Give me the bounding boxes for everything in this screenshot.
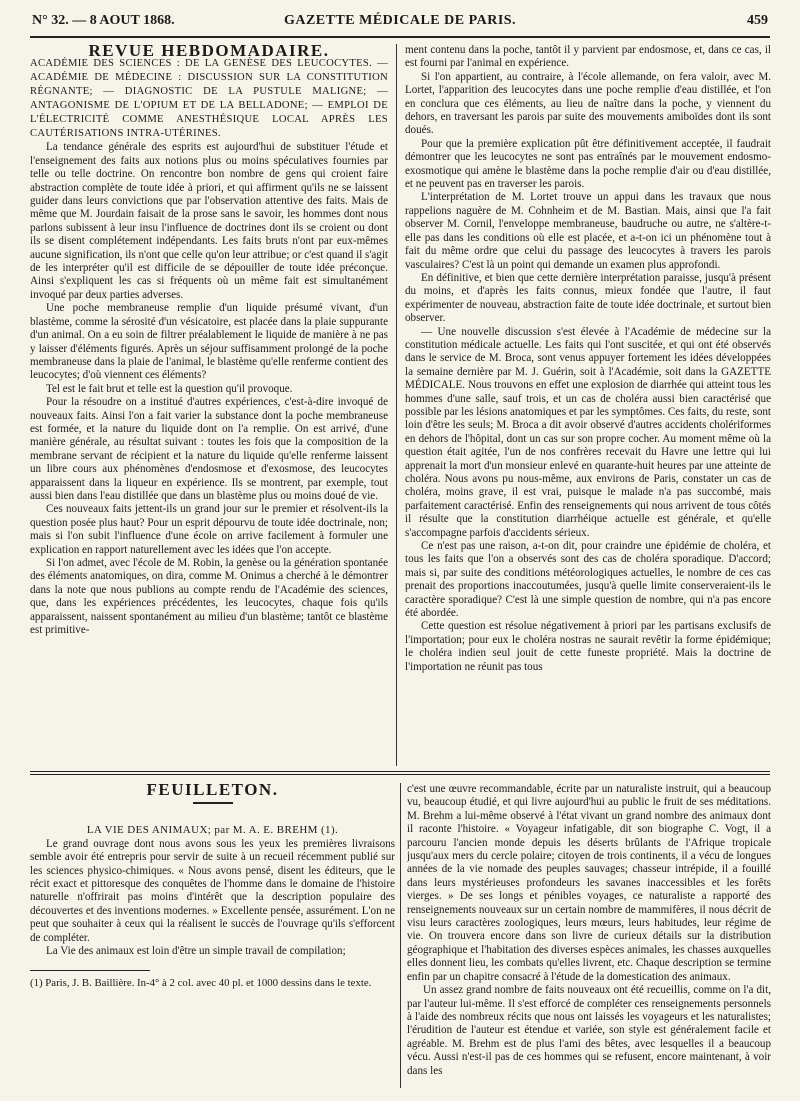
paragraph: Pour la résoudre on a institué d'autres expériences, c'est-à-dire invoqué de nouveaux faits. Ainsi l'on a fait varier la substance dont la poche membraneuse est formée, et la nature du liquide dont on l'a remplie. On est arrivé, d'une manière générale, au résultat suivant : toutes les fois que la composition de la membrane servant de récipient et la nature du liquide qu'elle renferme laissent un libre cours aux phénomènes d'endosmose et d'exosmose, des leucocytes apparaissent dans la liqueur en expérience. Ils se montrent, par exemple, tout aussi bien dans l'eau distillée que dans un blastème plus ou moins doué de vie. (30, 396, 388, 502)
paragraph: Tel est le fait brut et telle est la question qu'il provoque. (46, 382, 293, 395)
paragraph: La tendance générale des esprits est aujourd'hui de substituer l'étude et l'enseignement des faits aux notions plus ou moins spéculatives fournies par telle ou telle doctrine. On rencontre bon nombre de gens qui croient faire abstraction complète de toute idée à priori, et qui affirment qu'ils ne se laissent guider dans leurs convictions que par l'observation attentive des faits. Mais de même que M. Jourdain faisait de la prose sans le savoir, les hommes dont nous parlons subissent à leur insu l'influence de doctrines dont ils se croient ou dont ils se disent complétement indépendants. Les faits bruts n'ont par eux-mêmes aucune signification, ils n'ont que celle qu'on leur attribue; or c'est quand il s'agit de les interpréter qu'il est difficile de se dépouiller de toute idée préconçue. Ainsi s'expliquent les cas si fréquents où un même fait est simultanément invoqué par deux parties adverses. (30, 141, 388, 301)
section-divider (30, 774, 770, 775)
paragraph: La Vie des animaux est loin d'être un simple travail de compilation; (46, 945, 346, 958)
title-rule (193, 802, 233, 804)
section-divider (30, 771, 770, 772)
column-bottom-left (30, 783, 395, 1088)
paragraph: Cette question est résolue négativement à priori par les partisans exclusifs de l'importation; pour eux le choléra nostras ne saurait revêtir la forme épidémique; le choléra indien seul jouit de cette funeste propriété. Mais la doctrine de l'importation ne réunit pas tous (405, 620, 771, 673)
paragraph: c'est une œuvre recommandable, écrite par un naturaliste instruit, qui a beaucoup vu, beaucoup étudié, et qui livre aujourd'hui au public le fruit de ses méditations. M. Brehm a lui-même observé à l'état vivant un grand nombre des animaux dont il raconte l'histoire. « Voyageur infatigable, dit son biographe C. Vogt, il a parcouru l'ancien monde depuis les déserts brûlants de l'Afrique tropicale jusqu'aux mers du cercle polaire; citoyen de trois continents, il a vécu de longues années de la vie nomade des peuples sauvages; chasseur intrépide, il a fouillé dans leurs mystérieuses profondeurs les savanes inaccessibles et les forêts vierges. » De ses longs et pénibles voyages, ce naturaliste a rapporté des renseignements nouveaux sur un certain nombre de mammifères, il nous décrit de visu leurs caractères zoologiques, leurs mœurs, leurs habitudes, leur régime de vie. On trouvera encore dans son livre de curieux détails sur la distribution géographique et l'habitation des diverses espèces animales, les chasses auxquelles elles donnent lieu, les combats qu'elles livrent, etc. Chaque description se termine enfin par un chapitre consacré à l'étude de la domestication des animaux. (407, 783, 771, 983)
paragraph: Si l'on appartient, au contraire, à l'école allemande, on fera valoir, avec M. Lortet, l'apparition des leucocytes dans une poche remplie d'eau distillée, et l'on en conclura que ces éléments, au lieu de naître dans la poche, y viennent du dehors, en traversant les parois par suite des mouvements amiboïdes dont ils sont doués. (405, 70, 771, 137)
column-top-left (30, 44, 388, 766)
footnote-rule (30, 970, 150, 971)
column-divider (396, 44, 397, 766)
section-title-revue: REVUE HEBDOMADAIRE. (88, 44, 330, 60)
paragraph: Une poche membraneuse remplie d'un liquide présumé vivant, d'un blastème, comme la sérosité d'un vésicatoire, est placée dans la plaie suppurante d'un animal. On a eu soin de filtrer préalablement le liquide de manière à ne pas y laisser d'éléments figurés. Après un séjour suffisamment prolongé de la poche membraneuse dans la plaie de l'animal, le blastème qu'elle renferme contient des leucocytes; d'où viennent ces éléments? (30, 302, 388, 382)
paragraph: L'interprétation de M. Lortet trouve un appui dans les travaux que nous rappelions naguère de M. Cohnheim et de M. Bastian. Mais, ainsi que l'a fait observer M. Cornil, l'enveloppe membraneuse, baudruche ou autre, ne s'altère-t-elle pas dans les conditions où elle est placée, et a-t-on ici un phénomène tout à fait du même ordre que celui du passage des leucocytes à travers les parois vasculaires? C'est là un point qui demande un examen plus approfondi. (405, 191, 771, 271)
work-title: LA VIE DES ANIMAUX; par M. A. E. BREHM (1). (86, 824, 339, 837)
paragraph: — Une nouvelle discussion s'est élevée à l'Académie de médecine sur la constitution médicale actuelle. Les faits qui l'ont suscitée, et qui ont été observés dans le service de M. Broca, sont venus appuyer fortement les idées développées la semaine dernière par M. J. Guérin, soit à l'Académie, soit dans la GAZETTE MÉDICALE. Nous trouvons en effet une explosion de diarrhée qui atteint tous les hommes d'une salle, sauf trois, et un cas de choléra aussi bien caractérisé que possible par les lésions anatomiques et par les symptômes. Ces faits, du reste, sont loin d'être les seuls; M. Broca a dit avoir observé d'autres accidents cholériformes en dehors de l'hôpital, dont un cas sur son propre cocher. Au moment même où la question était agitée, l'un de nos confrères recevait du Havre une lettre qui lui apprenait la mort d'un monsieur enlevé en quarante-huit heures par une atteinte de choléra. Nous avons pu nous-même, aux environs de Paris, constater un cas de choléra, moins grave, il est vrai, puisque le malade n'a pas succombé, mais parfaitement caractérisé. Enfin des renseignements qui nous arrivent de tous côtés il résulte que la constitution diarrhéique actuelle est générale, et qu'elle s'accompagne parfois d'accidents sérieux. (405, 325, 771, 539)
issue-number: N° 32. — 8 AOUT 1868. (32, 13, 175, 28)
journal-title: GAZETTE MÉDICALE DE PARIS. (283, 13, 517, 28)
section-title-feuilleton: FEUILLETON. (146, 783, 279, 799)
paragraph: En définitive, et bien que cette dernière interprétation paraisse, jusqu'à présent du moins, et d'après les faits connus, mieux fondée que l'autre, il faut expérimenter de nouveau, abstraction faite de toute idée doctrinale, et surtout bien observer. (405, 271, 771, 325)
page-header (30, 10, 770, 38)
paragraph: ment contenu dans la poche, tantôt il y parvient par endosmose, et, dans ce cas, il est fourni par l'animal en expérience. (405, 44, 771, 70)
paragraph: Ces nouveaux faits jettent-ils un grand jour sur le premier et résolvent-ils la question posée plus haut? Pour un esprit dépourvu de toute idée doctrinale, non; mais si l'on subit l'influence d'une école on arrive facilement à formuler une explication en rapport naturellement avec les idées que l'on accepte. (30, 503, 388, 556)
paragraph: Le grand ouvrage dont nous avons sous les yeux les premières livraisons semble avoir été entrepris pour servir de suite à un recueil récemment publié sur les sciences physico-chimiques. « Nous avons pensé, disent les éditeurs, que le récit exact et pittoresque des conquêtes de l'homme dans le domaine de l'histoire naturelle n'offrirait pas moins d'intérêt que la description populaire des découvertes et des inventions modernes. » Excellente pensée, assurément. L'on ne peut que souhaiter à ceux qui la réalisent le succès de l'ouvrage qu'ils s'efforcent de compléter. (30, 837, 395, 944)
column-top-right (405, 44, 771, 766)
paragraph: Si l'on admet, avec l'école de M. Robin, la genèse ou la génération spontanée des éléments anatomiques, on dira, comme M. Onimus a cherché à le démontrer dans la note que nous publions au compte rendu de l'Académie des sciences, que, dans les expériences précédentes, les leucocytes, chaque fois qu'ils apparaissent, naissent spontanément au milieu d'un blastème; tantôt ce blastème est primitive- (30, 557, 388, 637)
paragraph: Ce n'est pas une raison, a-t-on dit, pour craindre une épidémie de choléra, et tous les faits que l'on a observés sont des cas de choléra sporadique. D'accord; mais si, par suite des conditions météorologiques actuelles, le nombre de ces cas prenait des proportions inaccoutumées, jusqu'à quelle limite conserveraient-ils le caractère sporadique? C'est là une simple question de nombre, qui n'a pas encore été abordée. (405, 540, 771, 620)
footnote: (1) Paris, J. B. Baillière. In-4° à 2 col. avec 40 pl. et 1000 dessins dans le texte. (30, 977, 372, 990)
paragraph: Pour que la première explication pût être définitivement acceptée, il faudrait démontrer que les leucocytes ne sont pas entraînés par le mouvement endosmo-exosmotique qui amène le blastème dans la poche remplie d'air ou d'eau distillée, et ne peuvent pas en traverser les parois. (405, 137, 771, 191)
page-number: 459 (747, 13, 768, 28)
paragraph: Un assez grand nombre de faits nouveaux ont été recueillis, comme on l'a dit, par l'auteur lui-même. Il s'est efforcé de compléter ces renseignements personnels à l'aide des nombreux récits que nous ont laissés les voyageurs et les naturalistes; l'érudition de l'auteur est étendue et variée, son style est généralement facile et agréable. M. Brehm est de plus l'ami des bêtes, avec lesquelles il a beaucoup vécu. Aussi n'est-il pas de ces hommes qui se refusent, encore maintenant, à voir dans les (407, 984, 771, 1077)
column-divider (400, 783, 401, 1088)
section-summary: ACADÉMIE DES SCIENCES : DE LA GENÈSE DES LEUCOCYTES. — ACADÉMIE DE MÉDECINE : DISCUSSION SUR LA CONSTITUTION RÉGNANTE; — DIAGNOSTIC DE LA PUSTULE MALIGNE; — ANTAGONISME DE L'OPIUM ET DE LA BELLADONE; — EMPLOI DE L'ÉLECTRICITÉ COMME ANESTHÉSIQUE LOCAL APRÈS LES CAUTÉRISATIONS INTRA-UTÉRINES. (30, 58, 388, 140)
column-bottom-right (407, 783, 771, 1088)
